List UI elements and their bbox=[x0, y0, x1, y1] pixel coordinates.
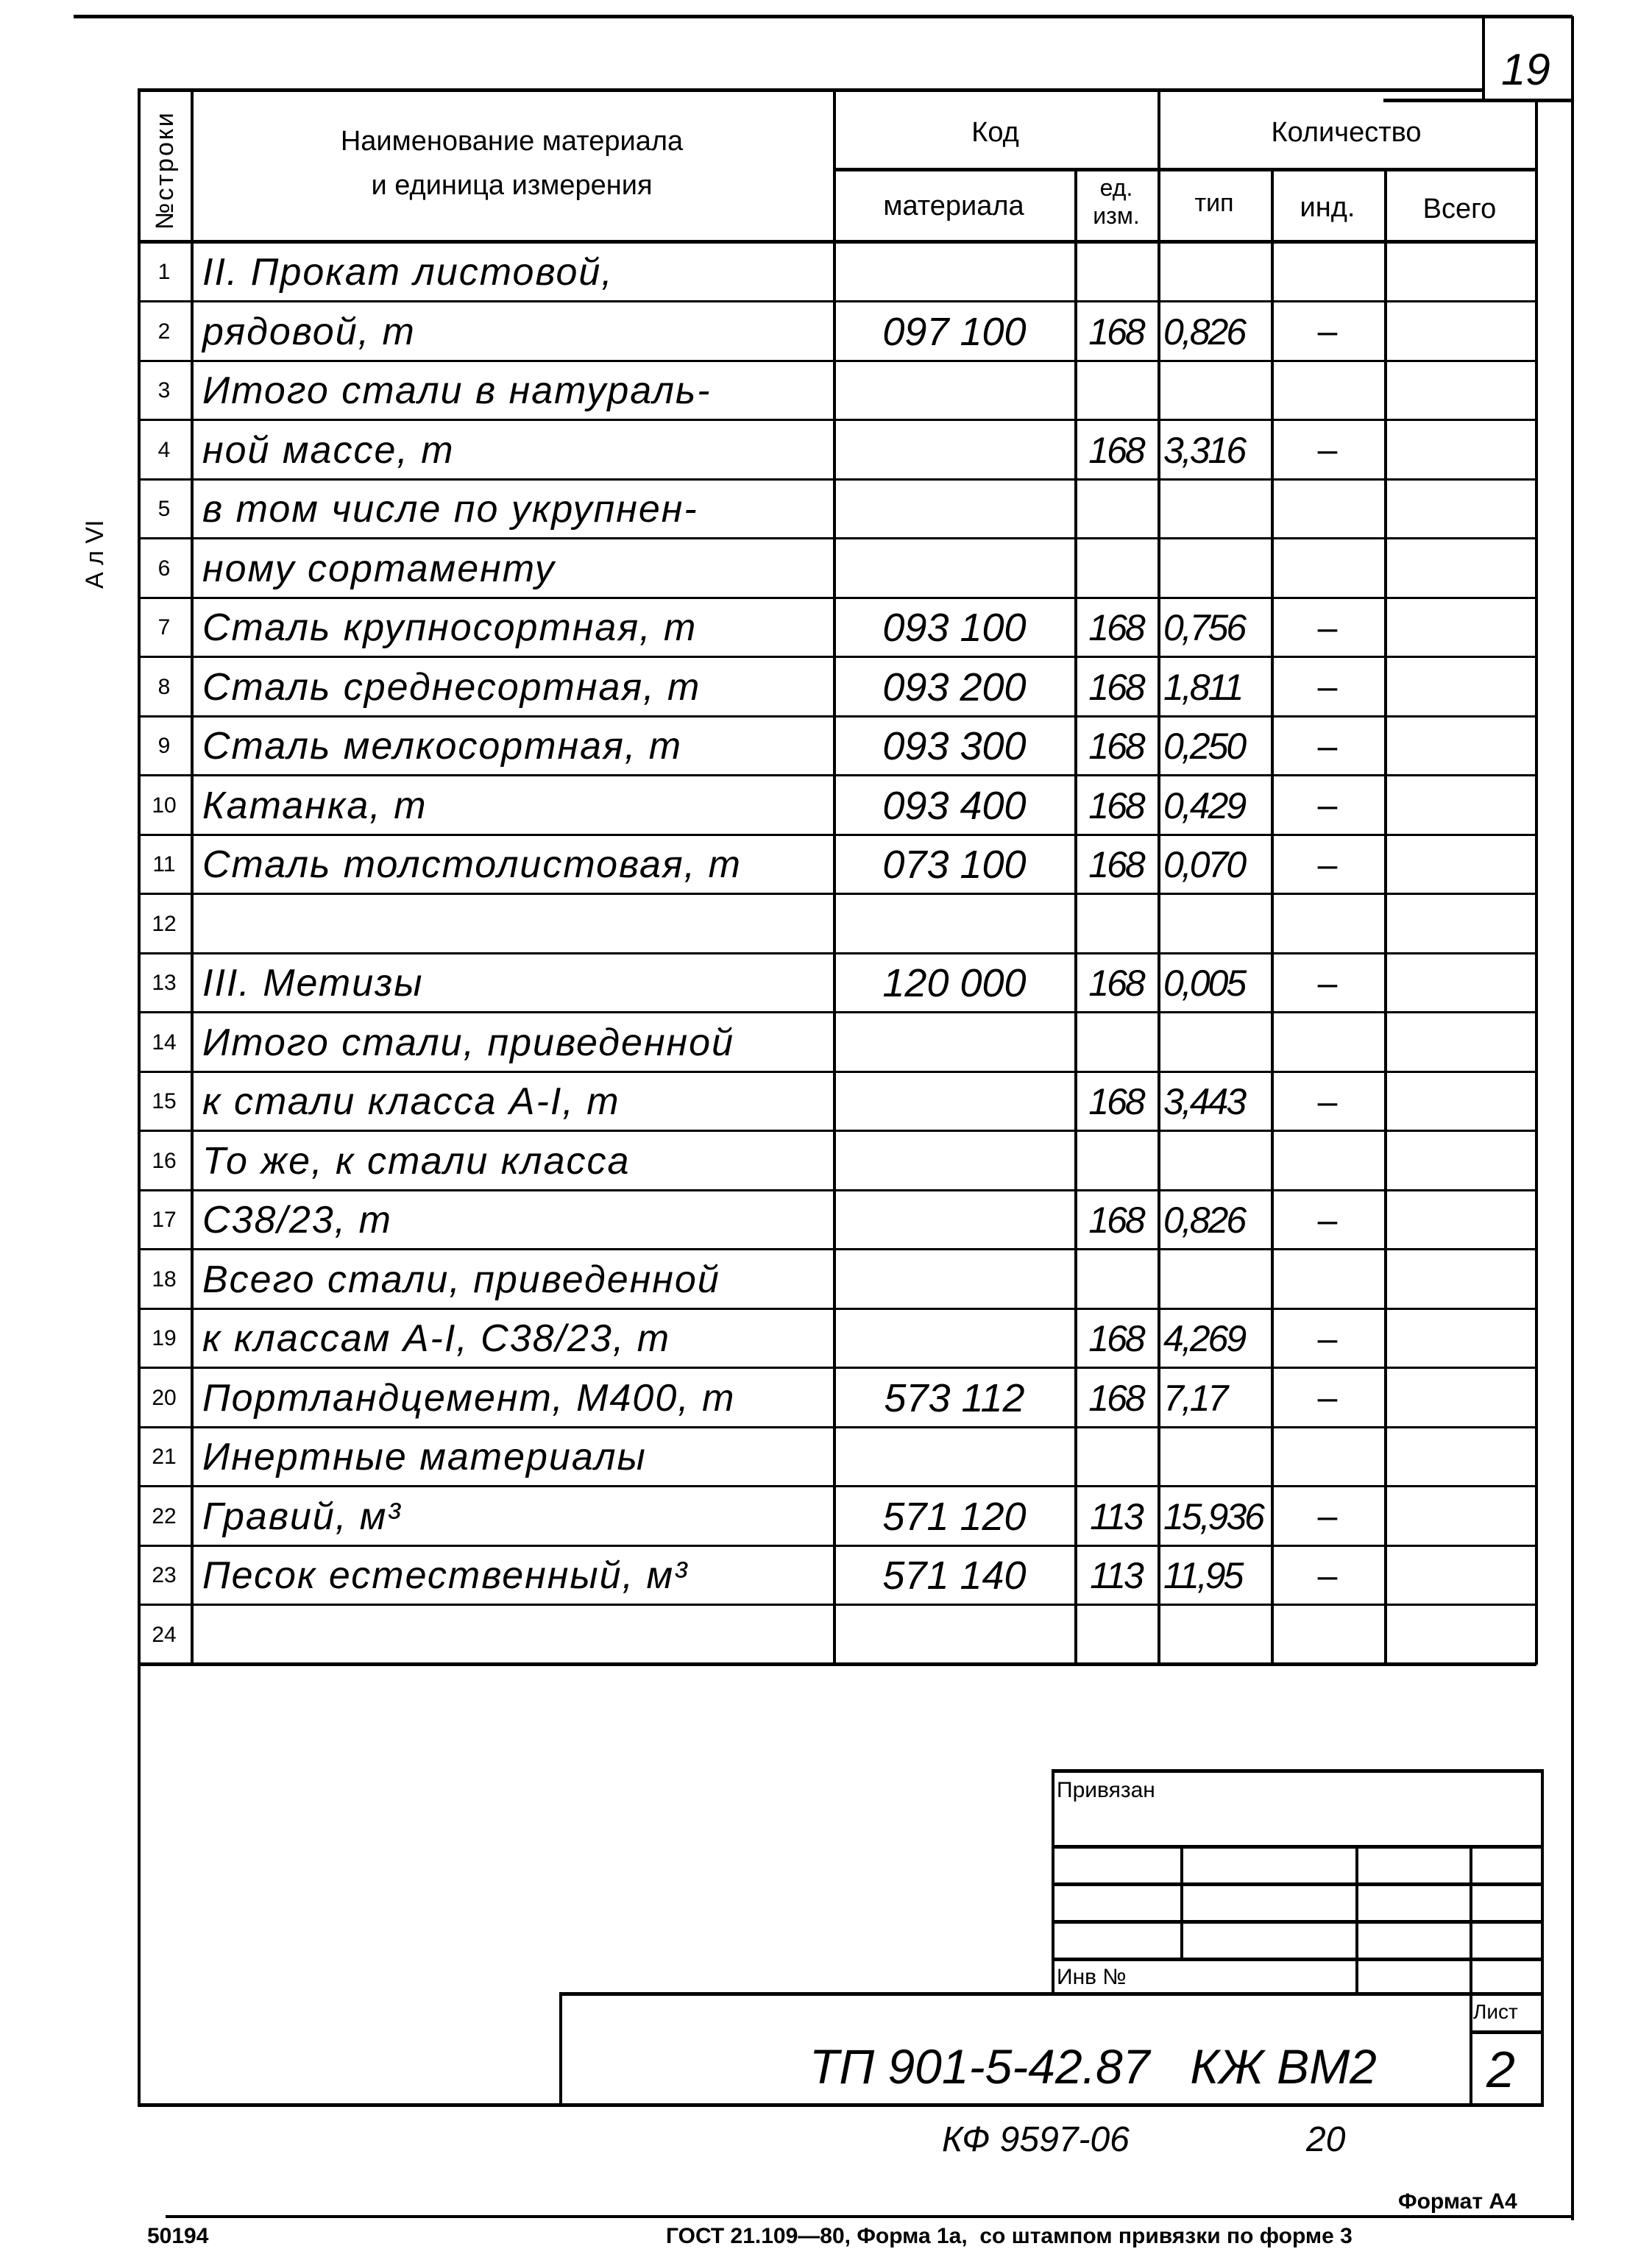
quantity-type bbox=[1158, 480, 1277, 539]
table-row bbox=[138, 1132, 1535, 1191]
header-name-line2: и единица измерения bbox=[371, 169, 653, 201]
material-code: 571 140 bbox=[882, 1554, 1027, 1598]
order-number: 20 bbox=[1306, 2120, 1346, 2159]
row-number: 11 bbox=[152, 852, 176, 876]
quantity-type bbox=[1158, 1606, 1277, 1665]
quantity-total bbox=[1384, 1546, 1535, 1605]
quantity-total bbox=[1384, 1309, 1535, 1368]
material-code bbox=[844, 1132, 1065, 1191]
unit-code: 168 bbox=[1088, 1200, 1144, 1241]
material-code bbox=[844, 1309, 1065, 1368]
row-number: 20 bbox=[152, 1385, 177, 1410]
table-top bbox=[138, 88, 1484, 92]
material-name: Портландцемент, М400, т bbox=[202, 1376, 736, 1420]
material-name: Итого стали, приведенной bbox=[202, 1021, 735, 1064]
header-ind: инд. bbox=[1300, 192, 1355, 223]
material-name: Сталь крупносортная, т bbox=[202, 606, 698, 649]
unit-code: 168 bbox=[1088, 963, 1144, 1004]
material-code bbox=[844, 1428, 1065, 1487]
margin-label: А л VI bbox=[81, 520, 109, 589]
unit-code bbox=[1074, 1606, 1158, 1665]
quantity-type bbox=[1158, 1013, 1277, 1072]
document-code: ТП 901-5-42.87 КЖ ВМ2 bbox=[809, 2039, 1377, 2094]
table-row bbox=[138, 243, 1535, 302]
unit-code bbox=[1074, 1428, 1158, 1487]
unit-code bbox=[1074, 895, 1158, 954]
table-row bbox=[138, 1369, 1535, 1428]
row-number: 9 bbox=[157, 734, 171, 758]
quantity-total bbox=[1384, 1428, 1535, 1487]
quantity-ind: – bbox=[1317, 1556, 1338, 1595]
quantity-ind: – bbox=[1317, 1200, 1338, 1240]
row-number: 3 bbox=[157, 378, 171, 403]
quantity-ind bbox=[1271, 1132, 1384, 1191]
unit-code: 168 bbox=[1088, 784, 1144, 826]
table-row bbox=[138, 539, 1535, 598]
table-row bbox=[138, 835, 1535, 894]
unit-code: 168 bbox=[1088, 607, 1144, 648]
row-number: 1 bbox=[157, 260, 171, 284]
material-code: 093 300 bbox=[882, 724, 1027, 768]
material-code: 120 000 bbox=[882, 961, 1027, 1005]
quantity-total bbox=[1384, 243, 1535, 302]
table-row bbox=[138, 658, 1535, 717]
table-row bbox=[138, 776, 1535, 835]
quantity-type: 11,95 bbox=[1163, 1555, 1242, 1596]
quantity-total bbox=[1384, 1132, 1535, 1191]
quantity-total bbox=[1384, 954, 1535, 1013]
quantity-ind bbox=[1271, 539, 1384, 598]
quantity-ind bbox=[1271, 895, 1384, 954]
quantity-type: 4,269 bbox=[1163, 1318, 1245, 1359]
table-row bbox=[138, 895, 1535, 954]
quantity-total bbox=[1384, 1013, 1535, 1072]
quantity-total bbox=[1384, 421, 1535, 480]
material-name: Катанка, т bbox=[202, 784, 428, 827]
unit-code: 113 bbox=[1090, 1495, 1142, 1537]
quantity-ind: – bbox=[1317, 786, 1338, 825]
material-name: Сталь мелкосортная, т bbox=[202, 725, 683, 768]
material-code bbox=[844, 1072, 1065, 1131]
table-row bbox=[138, 1606, 1535, 1665]
page-number: 19 bbox=[1501, 45, 1550, 94]
unit-code: 168 bbox=[1088, 1081, 1144, 1122]
footer-line bbox=[166, 2215, 1573, 2218]
quantity-type: 1,811 bbox=[1163, 666, 1242, 708]
quantity-total bbox=[1384, 1191, 1535, 1250]
row-number: 16 bbox=[152, 1148, 177, 1173]
header-type: тип bbox=[1194, 189, 1234, 217]
material-name: II. Прокат листовой, bbox=[202, 251, 614, 294]
archive-number: 50194 bbox=[147, 2224, 209, 2248]
quantity-total bbox=[1384, 835, 1535, 894]
quantity-ind: – bbox=[1317, 1082, 1338, 1122]
quantity-ind: – bbox=[1317, 845, 1338, 885]
quantity-ind: – bbox=[1317, 1319, 1338, 1359]
stamp-line bbox=[1180, 1845, 1183, 1958]
quantity-type: 0,005 bbox=[1163, 963, 1245, 1004]
quantity-total bbox=[1384, 895, 1535, 954]
material-name: в том числе по укрупнен- bbox=[202, 488, 698, 531]
material-name: III. Метизы bbox=[202, 962, 424, 1005]
material-name: Инертные материалы bbox=[202, 1436, 647, 1478]
quantity-ind: – bbox=[1317, 1378, 1338, 1417]
quantity-total bbox=[1384, 1250, 1535, 1309]
quantity-total bbox=[1384, 1072, 1535, 1131]
table-row bbox=[138, 1309, 1535, 1368]
table-row bbox=[138, 1191, 1535, 1250]
material-code bbox=[844, 243, 1065, 302]
quantity-ind: – bbox=[1317, 608, 1338, 648]
row-number: 15 bbox=[152, 1089, 177, 1113]
unit-code bbox=[1074, 361, 1158, 420]
row-number: 2 bbox=[157, 319, 171, 344]
header-total: Всего bbox=[1422, 194, 1497, 224]
material-code bbox=[844, 539, 1065, 598]
material-code: 073 100 bbox=[882, 843, 1027, 887]
material-name: Всего стали, приведенной bbox=[202, 1258, 720, 1301]
quantity-type bbox=[1158, 1250, 1277, 1309]
row-number: 12 bbox=[152, 911, 177, 936]
quantity-ind bbox=[1271, 1428, 1384, 1487]
row-number: 24 bbox=[152, 1622, 177, 1647]
header-row-no: №строки bbox=[151, 110, 179, 230]
quantity-type bbox=[1158, 243, 1277, 302]
quantity-ind bbox=[1271, 1013, 1384, 1072]
material-code: 093 100 bbox=[882, 606, 1027, 650]
gost-reference: ГОСТ 21.109—80, Форма 1а, со штампом привязки по форме 3 bbox=[666, 2224, 1353, 2248]
material-code bbox=[844, 361, 1065, 420]
table-row bbox=[138, 1546, 1535, 1605]
material-name: С38/23, т bbox=[202, 1199, 392, 1241]
table-row bbox=[138, 1250, 1535, 1309]
material-name bbox=[196, 1606, 835, 1665]
material-name: ной массе, т bbox=[202, 428, 455, 472]
material-name: Сталь толстолистовая, т bbox=[202, 843, 742, 886]
quantity-total bbox=[1384, 717, 1535, 776]
row-number: 14 bbox=[152, 1030, 177, 1055]
quantity-ind: – bbox=[1317, 726, 1338, 766]
quantity-total bbox=[1384, 598, 1535, 657]
table-row bbox=[138, 598, 1535, 657]
unit-code bbox=[1074, 539, 1158, 598]
stamp-sheet-label: Лист bbox=[1473, 2000, 1518, 2023]
header-unit: ед. изм. bbox=[1093, 174, 1140, 230]
unit-code: 168 bbox=[1088, 666, 1144, 708]
unit-code bbox=[1074, 1132, 1158, 1191]
quantity-type bbox=[1158, 539, 1277, 598]
quantity-ind bbox=[1271, 361, 1384, 420]
row-number: 4 bbox=[157, 437, 171, 462]
unit-code: 168 bbox=[1088, 1318, 1144, 1359]
quantity-total bbox=[1384, 361, 1535, 420]
header-mid-line bbox=[833, 168, 1536, 171]
row-number: 18 bbox=[152, 1267, 177, 1292]
header-name bbox=[191, 125, 833, 202]
material-code bbox=[844, 1250, 1065, 1309]
quantity-ind: – bbox=[1317, 1497, 1338, 1536]
quantity-ind: – bbox=[1317, 963, 1338, 1003]
row-number: 22 bbox=[152, 1503, 177, 1528]
material-code bbox=[844, 480, 1065, 539]
quantity-ind bbox=[1271, 1250, 1384, 1309]
table-row bbox=[138, 480, 1535, 539]
header-name-line1: Наименование материала bbox=[340, 126, 684, 157]
unit-code: 113 bbox=[1090, 1555, 1142, 1596]
quantity-ind: – bbox=[1317, 667, 1338, 706]
stamp-sheet-number: 2 bbox=[1486, 2041, 1515, 2098]
quantity-total bbox=[1384, 658, 1535, 717]
format-label: Формат А4 bbox=[1398, 2189, 1517, 2214]
title-box-bottom bbox=[138, 2103, 1544, 2107]
material-code: 573 112 bbox=[884, 1375, 1025, 1420]
stamp-line bbox=[1541, 1769, 1544, 2106]
material-name: рядовой, т bbox=[202, 310, 416, 353]
quantity-type: 3,316 bbox=[1163, 429, 1245, 471]
material-code bbox=[844, 895, 1065, 954]
header-material: материала bbox=[883, 191, 1024, 222]
material-name: к классам А-I, С38/23, т bbox=[202, 1317, 671, 1360]
quantity-total bbox=[1384, 776, 1535, 835]
unit-code: 168 bbox=[1088, 311, 1144, 353]
material-code: 097 100 bbox=[882, 309, 1027, 354]
unit-code bbox=[1074, 480, 1158, 539]
row-number: 10 bbox=[152, 793, 177, 818]
table-right bbox=[1535, 99, 1538, 1665]
unit-code bbox=[1074, 1250, 1158, 1309]
material-name: Итого стали в натураль- bbox=[202, 369, 712, 412]
material-code: 571 120 bbox=[882, 1494, 1027, 1539]
row-number: 5 bbox=[157, 497, 171, 521]
unit-code: 168 bbox=[1088, 726, 1144, 767]
quantity-type: 3,443 bbox=[1163, 1081, 1245, 1122]
material-code: 093 200 bbox=[882, 665, 1027, 709]
table-row bbox=[138, 1072, 1535, 1131]
quantity-type: 0,756 bbox=[1163, 607, 1245, 648]
row-number: 23 bbox=[152, 1563, 177, 1587]
table-row bbox=[138, 421, 1535, 480]
material-name: к стали класса А-I, т bbox=[202, 1080, 620, 1123]
material-name bbox=[196, 895, 835, 954]
quantity-type: 0,826 bbox=[1163, 1200, 1245, 1241]
material-name: ному сортаменту bbox=[202, 547, 556, 590]
quantity-total bbox=[1384, 1369, 1535, 1428]
material-name: Гравий, м³ bbox=[202, 1495, 402, 1538]
header-quantity: Количество bbox=[1271, 117, 1422, 148]
row-number: 21 bbox=[152, 1445, 177, 1469]
quantity-total bbox=[1384, 1606, 1535, 1665]
quantity-ind: – bbox=[1317, 312, 1338, 351]
row-number: 8 bbox=[157, 674, 171, 699]
quantity-type: 0,826 bbox=[1163, 311, 1245, 353]
material-code: 093 400 bbox=[882, 783, 1027, 828]
quantity-total bbox=[1384, 302, 1535, 361]
quantity-type: 15,936 bbox=[1163, 1495, 1263, 1537]
right-border bbox=[1571, 16, 1574, 2220]
quantity-total bbox=[1384, 1487, 1535, 1546]
material-code bbox=[844, 1191, 1065, 1250]
page-number-box-bottom bbox=[1383, 99, 1574, 102]
row-number: 7 bbox=[157, 615, 171, 640]
unit-code: 168 bbox=[1088, 844, 1144, 885]
quantity-type bbox=[1158, 1132, 1277, 1191]
quantity-ind bbox=[1271, 1606, 1384, 1665]
top-border bbox=[74, 15, 1573, 18]
sheet-split bbox=[1470, 2030, 1544, 2034]
quantity-total bbox=[1384, 539, 1535, 598]
title-box-left bbox=[559, 1992, 562, 2106]
header-code: Код bbox=[971, 117, 1019, 148]
table-row bbox=[138, 1487, 1535, 1546]
row-number: 19 bbox=[152, 1326, 177, 1350]
unit-code: 168 bbox=[1088, 429, 1144, 471]
quantity-ind bbox=[1271, 480, 1384, 539]
stamp-line bbox=[1470, 1845, 1472, 2106]
material-code bbox=[844, 1606, 1065, 1665]
quantity-type bbox=[1158, 895, 1277, 954]
row-number: 13 bbox=[152, 971, 177, 995]
row-number: 6 bbox=[157, 556, 171, 581]
unit-code bbox=[1074, 243, 1158, 302]
row-number: 17 bbox=[152, 1208, 177, 1232]
stamp-inv-label: Инв № bbox=[1057, 1965, 1127, 1989]
material-code bbox=[844, 421, 1065, 480]
table-row bbox=[138, 1428, 1535, 1487]
quantity-type bbox=[1158, 1428, 1277, 1487]
table-row bbox=[138, 717, 1535, 776]
quantity-type: 0,250 bbox=[1163, 726, 1245, 767]
unit-code bbox=[1074, 1013, 1158, 1072]
stamp-line bbox=[1052, 1769, 1544, 1773]
order-code: КФ 9597-06 bbox=[942, 2120, 1130, 2159]
quantity-type: 0,429 bbox=[1163, 784, 1245, 826]
table-row bbox=[138, 361, 1535, 420]
quantity-ind bbox=[1271, 243, 1384, 302]
stamp-bound-label: Привязан bbox=[1057, 1778, 1155, 1802]
material-name: Сталь среднесортная, т bbox=[202, 665, 701, 709]
unit-code: 168 bbox=[1088, 1377, 1144, 1419]
title-box-top bbox=[559, 1992, 1544, 1996]
quantity-ind: – bbox=[1317, 431, 1338, 470]
material-name: Песок естественный, м³ bbox=[202, 1554, 689, 1597]
material-code bbox=[844, 1013, 1065, 1072]
stamp-line bbox=[1355, 1845, 1358, 1994]
quantity-total bbox=[1384, 480, 1535, 539]
quantity-type: 7,17 bbox=[1163, 1377, 1227, 1419]
quantity-type: 0,070 bbox=[1163, 844, 1245, 885]
material-name: То же, к стали класса bbox=[202, 1139, 631, 1183]
quantity-type bbox=[1158, 361, 1277, 420]
table-row bbox=[138, 302, 1535, 361]
table-row bbox=[138, 1013, 1535, 1072]
table-row bbox=[138, 954, 1535, 1013]
